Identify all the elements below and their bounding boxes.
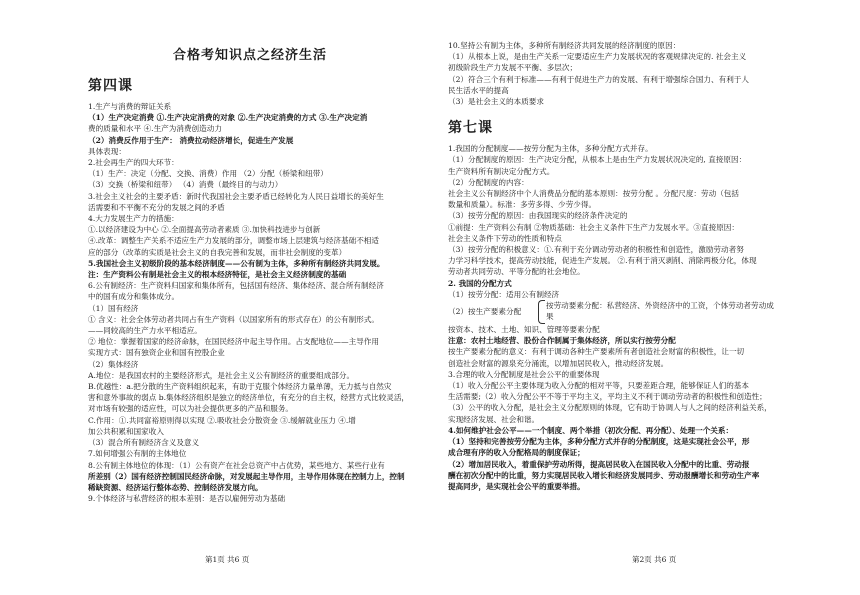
text-line: （1）国有经济 (88, 303, 139, 313)
brace-item: 果 (546, 312, 554, 322)
text-line: 1.生产与消费的辩证关系 (88, 102, 172, 111)
text-line: ④.改革：调整生产关系不适应生产力发展的部分，调整市场上层建筑与经济基础不相适 (88, 236, 379, 246)
text-line: 注意：农村土地经营、股份合作制属于集体经济，所以实行按劳分配 (448, 336, 676, 346)
document-title: 合格考知识点之经济生活 (172, 48, 327, 63)
text-line: 害和意外事故的弱点 b.集体经济组织是独立的经济单位，有充分的自主权，经营方式比较灵活， (88, 393, 410, 403)
text-line: 创造社会财富的源泉充分涌流，以增加居民收入，推动经济发展。 (448, 358, 669, 368)
text-line: 3.合理的收入分配制度是社会公平的重要体现 (448, 369, 600, 379)
text-line: （2）符合三个有利于标准——有利于促进生产力的发展、有利于增强综合国力、有利于人 (448, 74, 749, 84)
text-line: （3）公平的收入分配，是社会主义分配原则的体现，它有助于协调人与人之间的经济利益关系， (448, 403, 772, 413)
text-line: 加公共积累和国家收入 (88, 426, 164, 436)
page-right-mid-body (448, 143, 816, 300)
text-line: ① 含义：社会全体劳动者共同占有生产资料（以国家所有的形式存在）的公有制形式。 (88, 314, 379, 324)
text-line: 8.公有制主体地位的体现：（1）公有资产在社会总资产中占优势，某些地方、某些行业有 (88, 460, 385, 470)
text-line: 社会主义公有制经济中个人消费品分配的基本原则：按劳分配 。分配尺度：劳动（包括 (448, 189, 739, 199)
lesson-4-heading: 第四课 (88, 78, 133, 94)
lesson-7-heading: 第七课 (448, 120, 493, 137)
text-line: （1）按劳分配：适用公有制经济 (448, 289, 560, 299)
text-line: 提高同步，是实现社会公平的重要举措。 (448, 481, 585, 491)
text-line: 数量和质量）。标准：多劳多得、少劳少得。 (448, 200, 597, 210)
text-line: 实现经济发展、社会和谐。 (448, 414, 540, 424)
text-line: 按生产要素分配的意义：有利于调动各种生产要素所有者创造社会财富的积极性，让一切 (448, 347, 745, 357)
text-line: 4.大力发展生产力的措施： (88, 214, 179, 224)
text-line: 生活需要;（2）收入分配公平不等于平均主义，平均主义不利于调动劳动者的积极性和创造性； (448, 392, 767, 402)
text-line: （3）混合所有制经济含义及意义 (88, 438, 200, 448)
text-line: （2）消费反作用于生产： 消费拉动经济增长，促进生产发展 (88, 135, 294, 145)
text-line: （3）交换（桥梁和纽带） （4）消费（最终目的与动力） (88, 180, 283, 190)
brace-tail-line: 按资本、技术、土地、知识、管理等要素分配 (448, 325, 600, 335)
text-line: 4.如何维护社会公平——一个制度、两个举措（初次分配、再分配）、处理一个关系： (448, 425, 734, 435)
text-line: 成合理有序的收入分配格局的制度保证； (448, 448, 585, 458)
text-line: 1.我国的分配制度——按劳分配为主体，多种分配方式并存。 (448, 144, 653, 154)
text-line: （2）增加居民收入，着重保护劳动所得，提高居民收入在国民收入分配中的比重、劳动报 (448, 459, 750, 469)
text-line: 6.公有制经济：生产资料归国家和集体所有，包括国有经济、集体经济、混合所有制经济 (88, 281, 384, 291)
text-line: 具体表现： (88, 146, 126, 156)
text-line: 5.我国社会主义初级阶段的基本经济制度——公有制为主体，多种所有制经济共同发展。 (88, 258, 385, 268)
text-line: 2. 我国的分配方式 (448, 278, 512, 288)
text-line: 活需要和不平衡不充分的发展之间的矛盾 (88, 202, 225, 212)
text-line: B.优越性：a.把分散的生产资料组织起来，有助于克服个体经济力量单薄，无力抵与自然灾 (88, 382, 392, 392)
text-line: 对市场有较强的适应性，可以为社会提供更多的产品和服务。 (88, 404, 294, 414)
text-line: A.地位：是我国农村的主要经济形式，是社会主义公有制经济的重要组成部分。 (88, 370, 355, 380)
text-line: 生产资料所有制决定分配方式。 (448, 166, 555, 176)
text-line: 社会主义条件下劳动的性质和特点 (448, 233, 562, 243)
text-line: 7.如何增强公有制的主体地位 (88, 449, 187, 459)
text-line: 劳动者共同劳动、平等分配的社会地位。 (448, 267, 585, 277)
text-line: 民生活水平的提高 (448, 85, 509, 95)
text-line: （1）坚持和完善按劳分配为主体，多种分配方式并存的分配制度，这是实现社会公平，形 (448, 437, 750, 447)
text-line: 中的国有成分和集体成分。 (88, 292, 180, 302)
text-line: ——同较高的生产力水平相适应。 (88, 326, 202, 336)
text-line: 应的部分（改革的实质是社会主义的自我完善和发展，而非社会制度的变革） (88, 247, 347, 257)
text-line: 酬在初次分配中的比重，努力实现居民收入增长和经济发展同步、劳动报酬增长和劳动生产率 (448, 470, 760, 480)
text-line: （2）集体经济 (88, 359, 139, 369)
brace-label: （2）按生产要素分配 (448, 307, 522, 317)
text-line: 力学习科学技术，提高劳动技能，促进生产发展。 ②.有利于消灭剥削、消除两极分化，体现 (448, 256, 757, 266)
text-line: C.作用：①.共同富裕原则得以实现 ②.吸收社会分散资金 ③.缓解就业压力 ④.增 (88, 415, 356, 425)
text-line: （3）按劳分配的积极意义：①.有利于充分调动劳动者的积极性和创造性，激励劳动者努 (448, 245, 744, 255)
text-line: ② 地位：掌握着国家的经济命脉，在国民经济中起主导作用。占支配地位——主导作用 (88, 337, 379, 347)
page-footer-right: 第2页 共6 页 (632, 555, 677, 564)
text-line: ①.以经济建设为中心 ②.全面提高劳动者素质 ③.加快科技进步与创新 (88, 225, 321, 235)
brace-bracket (538, 300, 545, 324)
page-right-bottom-body (448, 335, 816, 492)
text-line: （3）是社会主义的本质要求 (448, 97, 544, 107)
text-line: （1）生产决定消费 ①.生产决定消费的对象 ②.生产决定消费的方式 ③.生产决定消 (88, 113, 368, 123)
page-right-top-body (448, 40, 816, 107)
text-line: 10.坚持公有制为主体，多种所有制经济共同发展的经济制度的原因： (448, 41, 681, 50)
text-line: 所差别（2）国有经济控制国民经济命脉，对发展起主导作用，主导作用体现在控制力上，控制 (88, 471, 405, 481)
factor-distribution-brace (448, 300, 816, 324)
text-line: 9.个体经济与私营经济的根本差别：是否以雇佣劳动为基础 (88, 494, 286, 504)
page-footer-left: 第1页 共6 页 (205, 555, 250, 564)
text-line: 初级阶段生产力发展不平衡、多层次； (448, 63, 578, 73)
text-line: 2.社会再生产的四大环节： (88, 158, 179, 168)
text-line: 费的质量和水平 ④.生产为消费创造动力 (88, 124, 222, 134)
page-left-body (88, 101, 412, 504)
text-line: （1）收入分配公平主要体现为收入分配的相对平等，只要差距合理，能够保证人们的基本 (448, 381, 749, 391)
text-line: （3）按劳分配的原因：由我国现实的经济条件决定的 (448, 211, 628, 221)
text-line: （1）从根本上说，是由生产关系一定要适应生产力发展状况的客观规律决定的. 社会主义 (448, 52, 747, 62)
text-line: 稀缺资源、经济运行整体态势、控制经济发展方向。 (88, 482, 263, 492)
text-line: ①前提：生产资料公有制 ②物质基础：社会主义条件下生产力发展水平。③直接原因： (448, 222, 739, 232)
brace-item: 按劳动要素分配：私营经济、外资经济中的工资，个体劳动者劳动成 (546, 301, 774, 311)
text-line: （1）分配制度的原因：生产决定分配，从根本上是由生产力发展状况决定的, 直接原因： (448, 155, 747, 165)
text-line: 注：生产资料公有制是社会主义的根本经济特征，是社会主义经济制度的基础 (88, 270, 347, 280)
text-line: 实现方式：国有独资企业和国有控股企业 (88, 348, 225, 358)
page-right (430, 0, 860, 595)
text-line: （1）生产：决定（分配、交换、消费）作用 （2）分配（桥梁和纽带） (88, 169, 328, 179)
text-line: 3.社会主义社会的主要矛盾：新时代我国社会主要矛盾已经转化为人民日益增长的美好生 (88, 191, 384, 201)
text-line: （2）分配制度的内容： (448, 177, 529, 187)
